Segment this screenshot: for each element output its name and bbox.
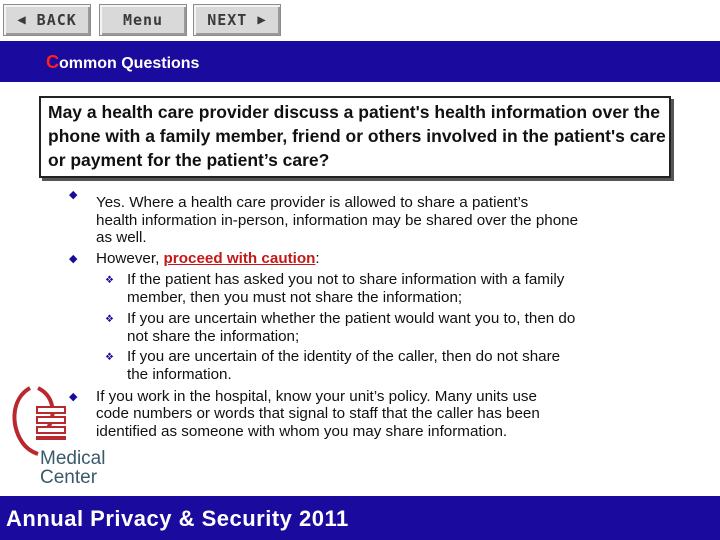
diamond-sub-bullet-icon: ❖ [105,314,114,325]
diamond-sub-bullet-icon: ❖ [105,275,114,286]
bullet-1-line-2: health information in-person, information may be shared over the phone [96,212,579,229]
university-logo-icon [8,384,70,456]
page-title [46,52,199,73]
menu-button-label: Menu [122,11,164,29]
left-triangle-icon: ◀ [17,12,27,28]
next-button-label: NEXT [207,11,248,29]
menu-button[interactable] [99,4,187,36]
bullet-2-suffix: : [315,250,320,267]
diamond-bullet-icon: ◆ [69,253,78,265]
bullet-3-line-2: code numbers or words that signal to staff that the caller has been [96,405,540,422]
bullet-2-line [96,251,320,267]
diamond-bullet-icon: ◆ [69,189,78,201]
footer-title: Annual Privacy & Security 2011 [6,506,349,531]
question-text: May a health care provider discuss a patient's health information over the phone with a family member, friend or others involved in the patient's care or payment for the patient’s care? [48,102,666,170]
sub-bullet-2-line-2: not share the information; [127,328,300,345]
sub-bullet-3-line-2: the information. [127,366,232,383]
bullet-2-prefix: However, [96,250,164,267]
logo-text-medical: Medical [40,448,106,469]
caution-text: proceed with caution [163,250,316,267]
next-button[interactable] [193,4,281,36]
logo-text-center: Center [40,467,98,488]
right-triangle-icon: ▶ [257,12,267,28]
bullet-3-line-3: identified as someone with whom you may share information. [96,423,508,440]
diamond-bullet-icon: ◆ [69,391,78,403]
page-title-rest: ommon Questions [59,55,200,72]
sub-bullet-3-line-1: If you are uncertain of the identity of the caller, then do not share [127,348,561,365]
bullet-1-line-1: Yes. Where a health care provider is allowed to share a patient’s [96,194,529,211]
bullet-3-line-1: If you work in the hospital, know your unit’s policy. Many units use [96,388,537,405]
sub-bullet-2-line-1: If you are uncertain whether the patient would want you to, then do [127,310,576,327]
sub-bullet-1-line-2: member, then you must not share the information; [127,289,463,306]
back-button[interactable] [3,4,91,36]
sub-bullet-1-line-1: If the patient has asked you not to share information with a family [127,271,565,288]
bullet-1-line-3: as well. [96,229,147,246]
page-title-initial: C [46,52,59,72]
diamond-sub-bullet-icon: ❖ [105,352,114,363]
back-button-label: BACK [36,11,77,29]
